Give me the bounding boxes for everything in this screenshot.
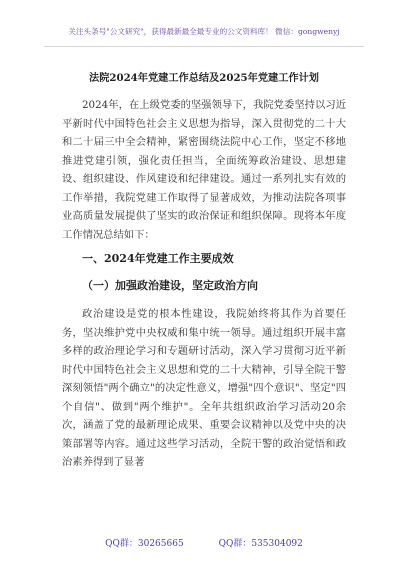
document-title: 法院2024年党建工作总结及2025年党建工作计划 (89, 72, 319, 84)
intro-paragraph: 2024年，在上级党委的坚强领导下，我院党委坚持以习近平新时代中国特色社会主义思想为指导，深入贯彻党的二十大和二十届三中全会精神，紧密围绕法院中心工作，坚定不移地推进党建引领，强化责任担当，全面统筹政治建设、思想建设、组织建设、作风建设和纪律建设。通过一系列扎实有效的工作举措，我院党建工作取得了显著成效，为推动法院各项事业高质量发展提供了坚实的政治保证和组织保障。现将本年度工作情况总结如下： (62, 99, 346, 241)
qq-group-2: QQ群：535304092 (218, 539, 303, 549)
header-banner: 关注头条号"公文研究"，获得最新最全最专业的公文资料库！ 微信：gongwenyj (68, 27, 340, 36)
qq-group-1: QQ群：30265665 (105, 539, 184, 549)
footer (0, 536, 408, 549)
document-body (62, 66, 346, 472)
subsection-heading: （一）加强政治建设，坚定政治方向 (82, 279, 258, 292)
header-divider (44, 46, 364, 47)
body-paragraph: 政治建设是党的根本性建设，我院始终将其作为首要任务，坚决维护党中央权威和集中统一领导。通过组织开展丰富多样的政治理论学习和专题研讨活动，深入学习贯彻习近平新时代中国特色社会主义思想和党的二十大精神，引导全院干警深刻领悟"两个确立"的决定性意义，增强"四个意识"、坚定"四个自信"、做到"两个维护"。全年共组织政治学习活动20余次，涵盖了党的最新理论成果、重要会议精神以及党中央的决策部署等内容。通过这些学习活动，全院干警的政治觉悟和政治素养得到了显著 (62, 308, 346, 468)
section-heading: 一、2024年党建工作主要成效 (82, 252, 234, 265)
